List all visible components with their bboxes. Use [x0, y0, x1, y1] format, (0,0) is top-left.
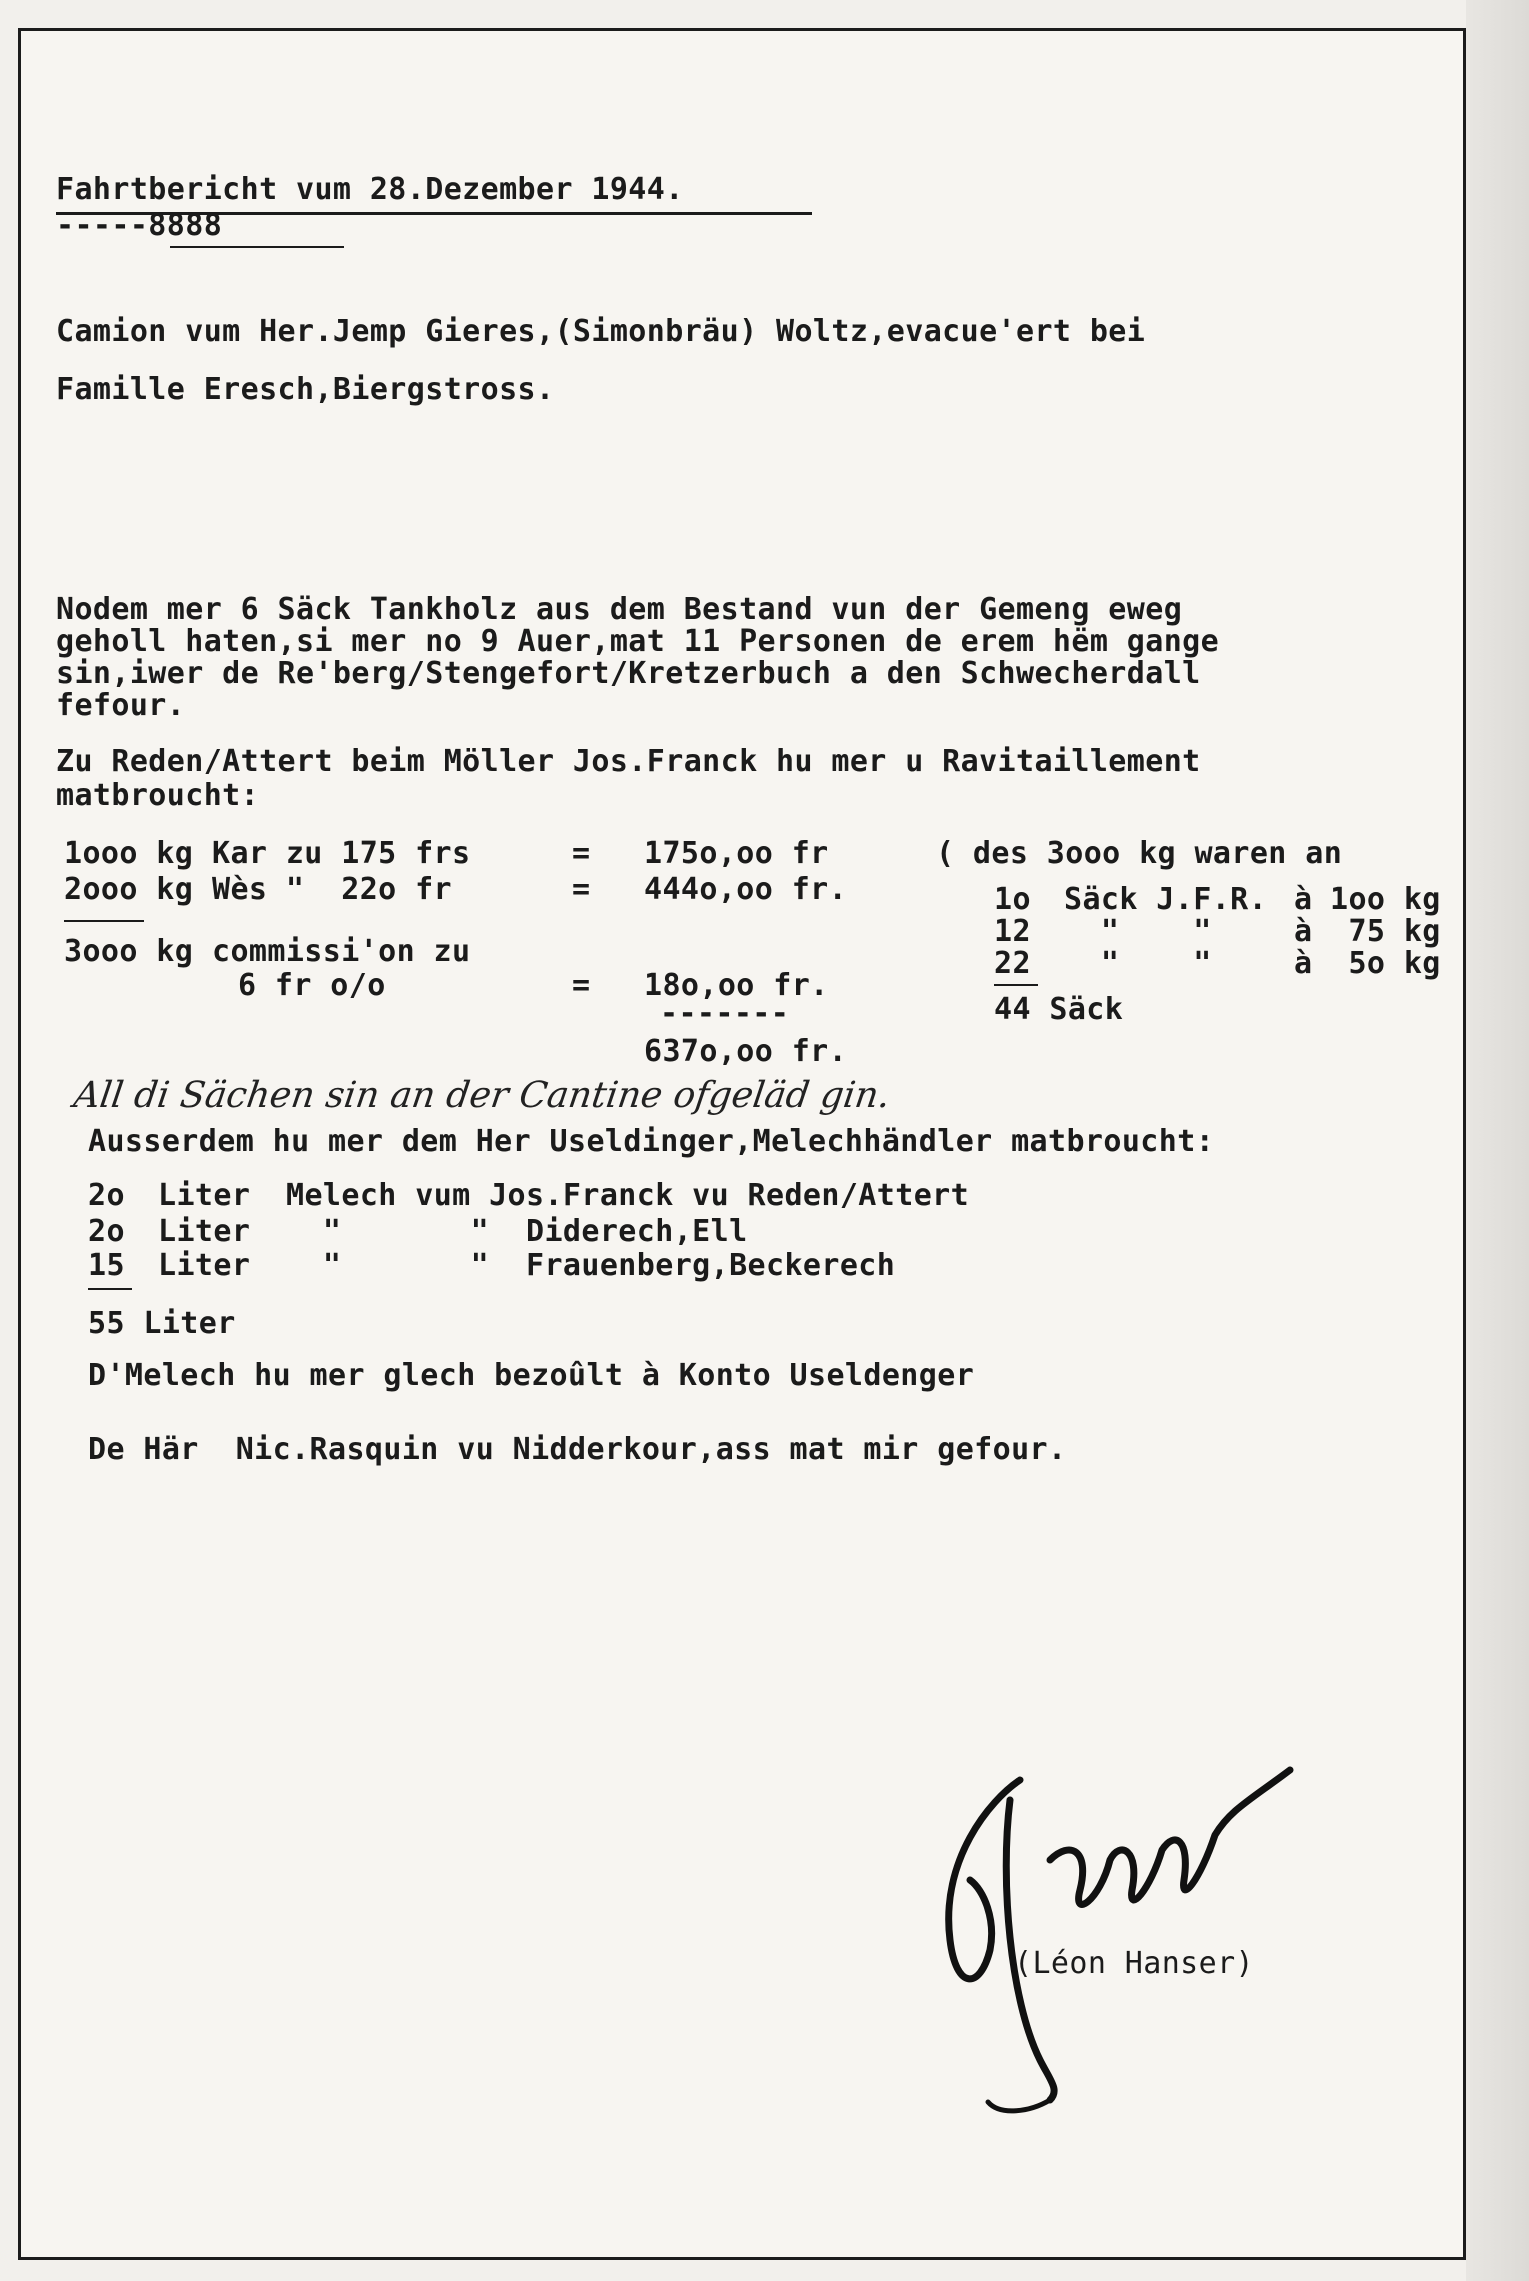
sacks-row-2-weight: 75 kg: [1330, 914, 1441, 949]
purchase-2-eq: =: [572, 872, 591, 907]
milk-3-source: " " Frauenberg,Beckerech: [286, 1248, 896, 1283]
purchase-2-item: Wès " 22o fr: [212, 872, 452, 907]
companion-line: De Här Nic.Rasquin vu Nidderkour,ass mat mir gefour.: [88, 1432, 1067, 1467]
sacks-row-2-count: 12: [994, 914, 1031, 949]
para1-line-2: geholl haten,si mer no 9 Auer,mat 11 Personen de erem hëm gange: [56, 624, 1220, 659]
intro-line-2: Famille Eresch,Biergstross.: [56, 372, 555, 407]
sacks-row-3-at: à: [1294, 946, 1313, 981]
commission-dashes: -------: [660, 996, 790, 1031]
purchase-1-qty: 1ooo kg: [64, 836, 194, 871]
commission-rate: 6 fr o/o: [238, 968, 386, 1003]
handwritten-note: All di Sächen sin an der Cantine ofgeläd gin.: [71, 1075, 893, 1116]
sacks-sum-line: [994, 984, 1038, 986]
title-sub-marks: -----8888: [56, 208, 223, 243]
milk-2-label: Liter: [158, 1214, 251, 1249]
milk-2-source: " " Diderech,Ell: [286, 1214, 748, 1249]
sacks-row-1-count: 1o: [994, 882, 1031, 917]
purchase-1-amount: 175o,oo fr: [644, 836, 829, 871]
milk-3-label: Liter: [158, 1248, 251, 1283]
sacks-row-1-at: à: [1294, 882, 1313, 917]
commission-total: 637o,oo fr.: [644, 1034, 848, 1069]
milk-total: 55 Liter: [88, 1306, 236, 1341]
sacks-row-1-weight: 1oo kg: [1330, 882, 1441, 917]
purchase-1-item: Kar zu 175 frs: [212, 836, 471, 871]
signature-scribble: [900, 1740, 1320, 2120]
commission-label: commissi'on zu: [212, 934, 471, 969]
milk-2-qty: 2o: [88, 1214, 125, 1249]
qty-sum-line: [64, 920, 144, 922]
commission-amount: 18o,oo fr.: [644, 968, 829, 1003]
purchase-2-amount: 444o,oo fr.: [644, 872, 848, 907]
sacks-row-2-desc: " ": [1064, 914, 1249, 949]
sacks-total: 44 Säck: [994, 992, 1124, 1027]
milk-1-qty: 2o: [88, 1178, 125, 1213]
title-sub-underline: [170, 246, 344, 248]
sacks-row-3-desc: " ": [1064, 946, 1249, 981]
purchase-2-qty: 2ooo kg: [64, 872, 194, 907]
sacks-header: ( des 3ooo kg waren an: [936, 836, 1343, 871]
sacks-row-3-count: 22: [994, 946, 1031, 981]
report-title: Fahrtbericht vum 28.Dezember 1944.: [56, 172, 684, 207]
para1-line-4: fefour.: [56, 688, 186, 723]
para1-line-1: Nodem mer 6 Säck Tankholz aus dem Bestand vun der Gemeng eweg: [56, 592, 1183, 627]
sacks-row-2-at: à: [1294, 914, 1313, 949]
para2-line-1: Zu Reden/Attert beim Möller Jos.Franck hu mer u Ravitaillement: [56, 744, 1201, 779]
purchase-1-eq: =: [572, 836, 591, 871]
para3: Ausserdem hu mer dem Her Useldinger,Melechhändler matbroucht:: [88, 1124, 1215, 1159]
commission-qty: 3ooo kg: [64, 934, 194, 969]
sacks-row-1-desc: Säck J.F.R.: [1064, 882, 1268, 917]
para2-line-2: matbroucht:: [56, 778, 260, 813]
milk-sum-line: [88, 1288, 132, 1290]
intro-line-1: Camion vum Her.Jemp Gieres,(Simonbräu) Woltz,evacue'ert bei: [56, 314, 1146, 349]
milk-1-label: Liter: [158, 1178, 251, 1213]
sacks-row-3-weight: 5o kg: [1330, 946, 1441, 981]
payment-line: D'Melech hu mer glech bezoûlt à Konto Useldenger: [88, 1358, 975, 1393]
para1-line-3: sin,iwer de Re'berg/Stengefort/Kretzerbuch a den Schwecherdall: [56, 656, 1201, 691]
commission-eq: =: [572, 968, 591, 1003]
signature-name: (Léon Hanser): [1014, 1946, 1254, 1981]
milk-1-source: Melech vum Jos.Franck vu Reden/Attert: [286, 1178, 970, 1213]
milk-3-qty: 15: [88, 1248, 125, 1283]
